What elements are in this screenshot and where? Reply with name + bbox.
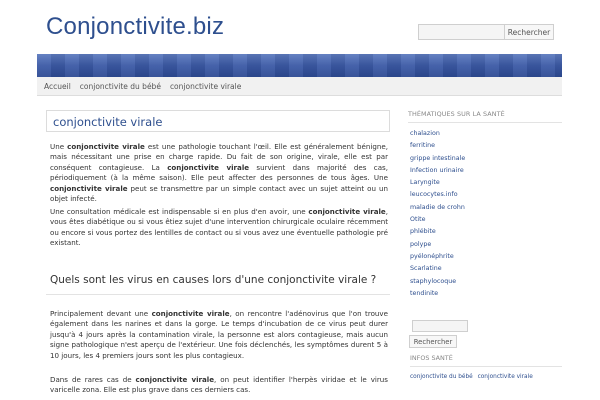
sidebar-item[interactable]: phlébite: [410, 228, 436, 236]
nav-item-conjonctivite-bebe[interactable]: conjonctivite du bébé: [79, 81, 161, 91]
sidebar-info-links: [410, 374, 536, 380]
sidebar-item[interactable]: staphylocoque: [410, 277, 457, 285]
nav-item-accueil[interactable]: Accueil: [44, 81, 71, 91]
sidebar-item[interactable]: Scarlatine: [410, 265, 442, 273]
sidebar-item[interactable]: polype: [410, 240, 432, 248]
keyword-bold: conjonctivite virale: [167, 162, 250, 172]
header-search: [418, 24, 554, 40]
divider: [46, 294, 390, 295]
site-title[interactable]: Conjonctivite.biz: [46, 13, 225, 40]
main-content: [46, 110, 390, 395]
main-nav: [37, 77, 562, 96]
paragraph-virus: Principalement devant une conjonctivite virale, on rencontre l'adénovirus que l'on trouve également dans les narines et dans la gorge. Le temps d'incubation de ce virus peut durer jusqu'à 4 jours après la contamination virale, la personne est alors contagieuse, mais aucun signe pathologique n'est aperçu de l'extérieur. Une fois déclenchés, les symptômes durent 5 à 10 jours, les 4 premiers jours sont les plus contagieux.: [50, 309, 388, 360]
keyword-bold: conjonctivite virale: [308, 207, 386, 216]
section-heading: Quels sont les virus en causes lors d'une conjonctivite virale ?: [50, 274, 377, 286]
sidebar-search-input[interactable]: [412, 320, 468, 332]
search-input[interactable]: [418, 24, 505, 40]
keyword-bold: conjonctivite virale: [50, 183, 128, 193]
sidebar-item[interactable]: leucocytes.info: [410, 191, 458, 199]
sidebar-theme-list: [408, 128, 562, 300]
sidebar-heading-infos: INFOS SANTÉ: [410, 354, 562, 367]
header-banner: [37, 54, 562, 77]
nav-item-conjonctivite-virale[interactable]: conjonctivite virale: [169, 81, 242, 91]
sidebar-item[interactable]: Infection urinaire: [410, 166, 464, 174]
sidebar-heading-themes: THÉMATIQUES SUR LA SANTÉ: [408, 110, 562, 123]
keyword-bold: conjonctivite virale: [135, 375, 215, 384]
sidebar-item[interactable]: maladie de crohn: [410, 203, 465, 211]
sidebar-search-button[interactable]: Rechercher: [409, 335, 457, 348]
sidebar-item[interactable]: ferritine: [410, 142, 435, 150]
sidebar-item[interactable]: grippe intestinale: [410, 154, 466, 162]
search-button[interactable]: Rechercher: [505, 24, 554, 40]
keyword-bold: conjonctivite virale: [151, 309, 230, 318]
post-title[interactable]: conjonctivite virale: [53, 115, 163, 129]
sidebar-item[interactable]: chalazion: [410, 130, 440, 137]
post-title-box: [46, 110, 390, 132]
paragraph-consultation: Une consultation médicale est indispensable si en plus d'en avoir, une conjonctivite virale, vous êtes diabétique ou si vous êtiez sujet d'une intervention chirurgicale oculaire récemment ou encore si vous portez des lentilles de contact ou si vous avez une éventuelle pathologie pré existant.: [50, 207, 388, 248]
keyword-bold: conjonctivite virale: [67, 142, 145, 151]
sidebar-item[interactable]: Otite: [410, 216, 426, 224]
sidebar-item[interactable]: pyélonéphrite: [410, 252, 454, 260]
sidebar-item[interactable]: tendinite: [410, 289, 439, 297]
sidebar-item[interactable]: Laryngite: [410, 179, 440, 187]
sidebar: [408, 110, 562, 380]
paragraph-intro: Une conjonctivite virale est une pathologie touchant l'œil. Elle est généralement bénigne, mais nécessitant une prise en charge rapide. Du fait de son origine, virale, elle est par conséquent contagieuse. La conjonctivite virale survient dans majorité des cas, périodiquement (à la même saison). Elle peut affecter des personnes de tous âges. Une conjonctivite virale peut se transmettre par un simple contact avec un sujet atteint ou un objet infecté.: [50, 142, 388, 204]
sidebar-info-link[interactable]: conjonctivite virale: [477, 374, 533, 380]
sidebar-info-link[interactable]: conjonctivite du bébé: [410, 374, 473, 380]
paragraph-rare-cases: Dans de rares cas de conjonctivite virale, on peut identifier l'herpès viridae et le virus varicelle zona. Elle est plus grave dans ces derniers cas.: [50, 375, 388, 395]
